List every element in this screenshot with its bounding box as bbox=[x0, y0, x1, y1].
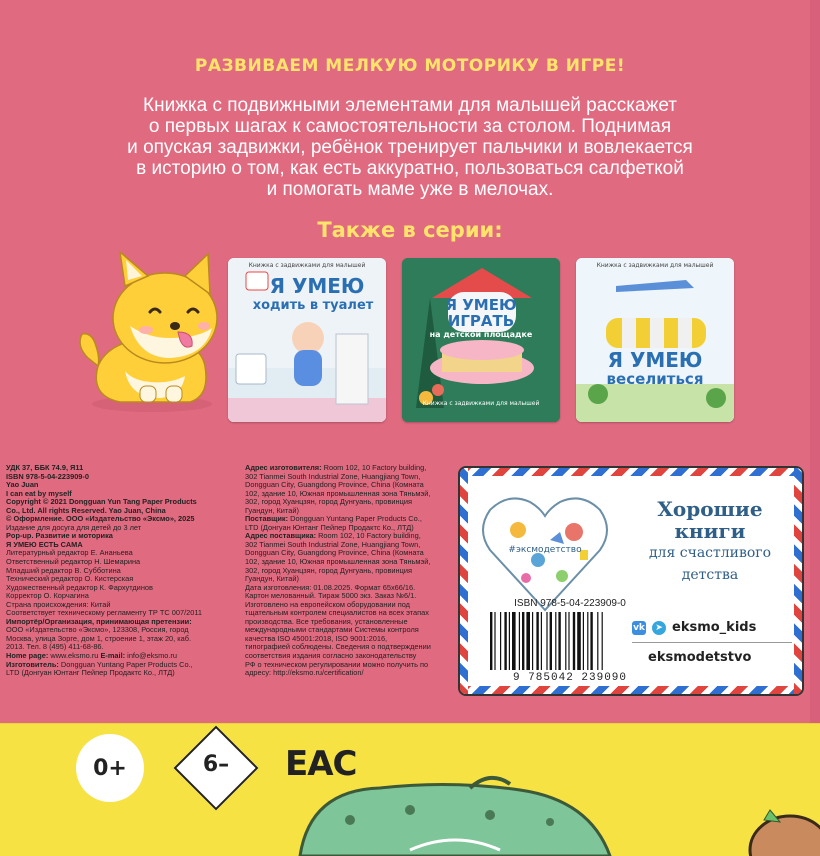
barcode-bar bbox=[590, 612, 592, 670]
imprint-text: info@eksmo.ru bbox=[127, 651, 177, 661]
barcode-bar bbox=[522, 612, 524, 670]
imprint-text: адресу: http://eksmo.ru/certification/ bbox=[245, 668, 364, 678]
imprint-text: РФ о техническом регулировании можно получить по bbox=[245, 659, 429, 669]
food-bowl-illustration bbox=[290, 760, 620, 856]
heart-logo bbox=[480, 490, 610, 614]
imprint-label: I can eat by myself bbox=[6, 488, 72, 498]
airmail-stripe bbox=[460, 468, 468, 694]
age-rating-circle: 0+ bbox=[76, 734, 144, 802]
imprint-left-column bbox=[6, 464, 242, 678]
imprint-text: 102, здание 10, Южная промышленная зона Тяньмэй, bbox=[245, 557, 431, 567]
imprint-text: Dongguan Yuntang Paper Products Co., bbox=[290, 514, 422, 524]
divider bbox=[632, 642, 792, 643]
barcode-bar bbox=[602, 612, 603, 670]
imprint-text: LTD (Донгуан Юнтанг Пейпер Продактс Ко., ЛТД) bbox=[6, 668, 175, 678]
description-line: Книжка с подвижными элементами для малышей расскажет bbox=[143, 95, 677, 116]
imprint-label: Изготовитель: bbox=[6, 659, 61, 669]
imprint-label: Pop-up. Развитие и моторика bbox=[6, 531, 113, 541]
imprint-text: Технический редактор О. Кистерская bbox=[6, 574, 134, 584]
imprint-text: Изготовлено на европейском оборудовании под bbox=[245, 599, 410, 609]
imprint-label: Адрес изготовителя: bbox=[245, 463, 324, 472]
social-row bbox=[632, 620, 792, 635]
book-title-line2: веселиться bbox=[606, 370, 704, 388]
barcode-bar bbox=[509, 612, 510, 670]
imprint-text: 302 Tianmei South Industrial Zone, Huangjiang Town, bbox=[245, 539, 421, 549]
imprint-text: Dongguan City, Guangdong Province, China (Комната bbox=[245, 548, 424, 558]
imprint-text: Корректор О. Корчагина bbox=[6, 591, 89, 601]
imprint-label: УДК 37, ББК 74.9, Я11 bbox=[6, 463, 84, 472]
imprint-label: E-mail: bbox=[98, 651, 128, 661]
slogan-line: книги bbox=[674, 519, 746, 543]
imprint-text: Dongguan Yuntang Paper Products Co., bbox=[60, 659, 193, 669]
barcode-bar bbox=[536, 612, 538, 670]
imprint-text: 302, город Хуанцзян, город Дунгуань, провинция bbox=[245, 497, 412, 507]
imprint-text: 2013. Тел. 8 (495) 411-68-86. bbox=[6, 642, 104, 652]
imprint-label: Поставщик: bbox=[245, 514, 291, 524]
barcode-bar bbox=[546, 612, 547, 670]
imprint-text: Литературный редактор Е. Ананьева bbox=[6, 548, 133, 558]
treat-illustration bbox=[740, 800, 820, 856]
barcode-bar bbox=[494, 612, 495, 670]
imprint-text: Страна происхождения: Китай bbox=[6, 599, 111, 609]
barcode-icon bbox=[490, 612, 650, 672]
imprint-text: Room 102, 10 Factory building, bbox=[318, 531, 421, 541]
book-title-line3: на детской площадке bbox=[429, 330, 533, 339]
book-title-line2: ИГРАТЬ bbox=[447, 312, 515, 330]
isbn-barcode bbox=[480, 598, 660, 684]
imprint-line bbox=[245, 669, 450, 678]
vk-icon: vk bbox=[633, 622, 645, 633]
eac-mark: ЕАС bbox=[285, 744, 357, 784]
description-line: и помогать маме уже в мелочах. bbox=[266, 179, 554, 200]
barcode-bar bbox=[565, 612, 566, 670]
imprint-text: производства. Все требования, установленные bbox=[245, 616, 408, 626]
barcode-bar bbox=[532, 612, 533, 670]
imprint-text: LTD (Донгуан Юнтанг Пейпер Продактс Ко., ЛТД) bbox=[245, 522, 414, 532]
imprint-text: соответствия издания согласно законодательству bbox=[245, 651, 417, 661]
description-line: в историю о том, как есть аккуратно, пользоваться салфеткой bbox=[136, 158, 684, 179]
imprint-label: Я УМЕЮ ЕСТЬ САМА bbox=[6, 539, 83, 549]
imprint-text: типографией соблюдены. Сведения о подтверждении bbox=[245, 642, 431, 652]
book-cover-art bbox=[576, 258, 734, 422]
imprint-text: Художественный редактор К. Фархутдинов bbox=[6, 582, 153, 592]
imprint-text: Dongguan City, Guangdong Province, China (Комната bbox=[245, 480, 424, 490]
imprint-label: Yao Juan bbox=[6, 480, 39, 490]
book-series-label: Книжка с задвижками для малышей bbox=[596, 262, 714, 269]
imprint-label: Home page: bbox=[6, 651, 51, 661]
book-series-label: Книжка с задвижками для малышей bbox=[422, 400, 540, 407]
social-handle: eksmo_kids bbox=[672, 620, 757, 635]
imprint-text: www.eksmo.ru bbox=[50, 651, 99, 661]
imprint-text: Издание для досуга для детей до 3 лет bbox=[6, 522, 142, 532]
barcode-bar bbox=[587, 612, 588, 670]
airmail-stripe bbox=[460, 468, 802, 476]
imprint-text: 302, город Хуанцзян, город Дунгуань, провинция bbox=[245, 565, 412, 575]
imprint-text: Room 102, 10 Factory building, bbox=[323, 463, 427, 472]
shiba-dog-illustration bbox=[70, 246, 220, 416]
imprint-text: ООО «Издательство «Эксмо», 123308, Россия, город bbox=[6, 625, 189, 635]
barcode-bar bbox=[512, 612, 516, 670]
slogan-line: для счастливого bbox=[648, 545, 772, 561]
imprint-text: Картон мелованный. Тираж 5000 экз. Заказ №6/1. bbox=[245, 591, 417, 601]
book-title-line1: Я УМЕЮ bbox=[445, 296, 517, 314]
good-books-slogan bbox=[630, 498, 790, 586]
imprint-label: Адрес поставщика: bbox=[245, 531, 319, 541]
description bbox=[90, 95, 730, 200]
imprint-text: международными стандартами Системы контроля bbox=[245, 625, 419, 635]
imprint-label: Co., Ltd. All rights Reserved. Yao Juan, China bbox=[6, 505, 166, 515]
imprint-text: Гуандун, Китай) bbox=[245, 574, 299, 584]
imprint-label: ISBN 978-5-04-223909-0 bbox=[6, 471, 89, 481]
imprint-text: 102, здание 10, Южная промышленная зона Тяньмэй, bbox=[245, 488, 431, 498]
barcode-bar bbox=[555, 612, 556, 670]
barcode-bar bbox=[490, 612, 492, 670]
book-cover-art bbox=[402, 258, 560, 422]
imprint-text: тщательным контролем специалистов на всех этапах bbox=[245, 608, 429, 618]
imprint-line bbox=[6, 473, 242, 482]
series-book-playground bbox=[402, 258, 560, 422]
age-rating-diamond bbox=[176, 734, 256, 802]
barcode-bar bbox=[568, 612, 569, 670]
social-handle: eksmodetstvo bbox=[648, 650, 752, 665]
headline: РАЗВИВАЕМ МЕЛКУЮ МОТОРИКУ В ИГРЕ! bbox=[194, 56, 626, 76]
description-line: и опуская задвижки, ребёнок тренирует пальчики и вовлекается bbox=[127, 137, 693, 158]
barcode-bar bbox=[519, 612, 520, 670]
airmail-stripe bbox=[794, 468, 802, 694]
series-book-fun bbox=[576, 258, 734, 422]
imprint-text: Ответственный редактор Н. Шемарина bbox=[6, 557, 141, 567]
age-diamond-text: 6– bbox=[202, 752, 230, 777]
imprint-text: 302 Tianmei South Industrial Zone, Huangjiang Town, bbox=[245, 471, 421, 481]
imprint-middle-column bbox=[245, 464, 450, 678]
imprint-line bbox=[6, 669, 242, 678]
imprint-text: Москва, улица Зорге, дом 1, строение 1, этаж 20, каб. bbox=[6, 633, 192, 643]
isbn-label: ISBN 978-5-04-223909-0 bbox=[514, 598, 626, 609]
barcode-bar bbox=[583, 612, 584, 670]
barcode-bar bbox=[550, 612, 552, 670]
imprint-text: Соответствует техническому регламенту ТР ТС 007/2011 bbox=[6, 608, 203, 618]
barcode-bar bbox=[558, 612, 560, 670]
barcode-bar bbox=[500, 612, 501, 670]
social-links bbox=[632, 620, 792, 665]
imprint-text: Дата изготовления: 01.08.2025. Формат 65x66/16. bbox=[245, 582, 416, 592]
barcode-bar bbox=[541, 612, 542, 670]
book-series-label: Книжка с задвижками для малышей bbox=[248, 262, 366, 269]
imprint-text: Младший редактор В. Субботина bbox=[6, 565, 121, 575]
slogan-line: Хорошие bbox=[657, 497, 763, 521]
barcode-bar bbox=[577, 612, 581, 670]
series-book-toilet bbox=[228, 258, 386, 422]
barcode-bar bbox=[573, 612, 575, 670]
slogan-line: детства bbox=[681, 567, 739, 583]
barcode-digits: 9 785042 239090 bbox=[512, 672, 628, 684]
series-title: Также в серии: bbox=[317, 218, 503, 242]
imprint-label: Импортёр/Организация, принимающая претензии: bbox=[6, 616, 192, 626]
book-title-line2: ходить в туалет bbox=[252, 298, 374, 313]
barcode-bar bbox=[597, 612, 598, 670]
barcode-bar bbox=[504, 612, 506, 670]
airmail-stripe bbox=[460, 686, 802, 694]
book-title-line1: Я УМЕЮ bbox=[269, 274, 365, 298]
book-title-line1: Я УМЕЮ bbox=[607, 348, 703, 372]
imprint-text: качества ISO 45001:2018, ISO 9001:2016, bbox=[245, 633, 388, 643]
imprint-text: Гуандун, Китай) bbox=[245, 505, 299, 515]
barcode-bar bbox=[526, 612, 530, 670]
description-line: о первых шагах к самостоятельности за столом. Поднимая bbox=[148, 116, 672, 137]
imprint-label: Copyright © 2021 Dongguan Yun Tang Paper Products bbox=[6, 497, 197, 507]
eksmo-envelope-panel bbox=[458, 466, 804, 696]
heart-tag-text: #эксмодетство bbox=[508, 545, 582, 555]
imprint-label: © Оформление. ООО «Издательство «Эксмо», 2025 bbox=[6, 514, 195, 524]
telegram-icon: ➤ bbox=[652, 621, 666, 635]
